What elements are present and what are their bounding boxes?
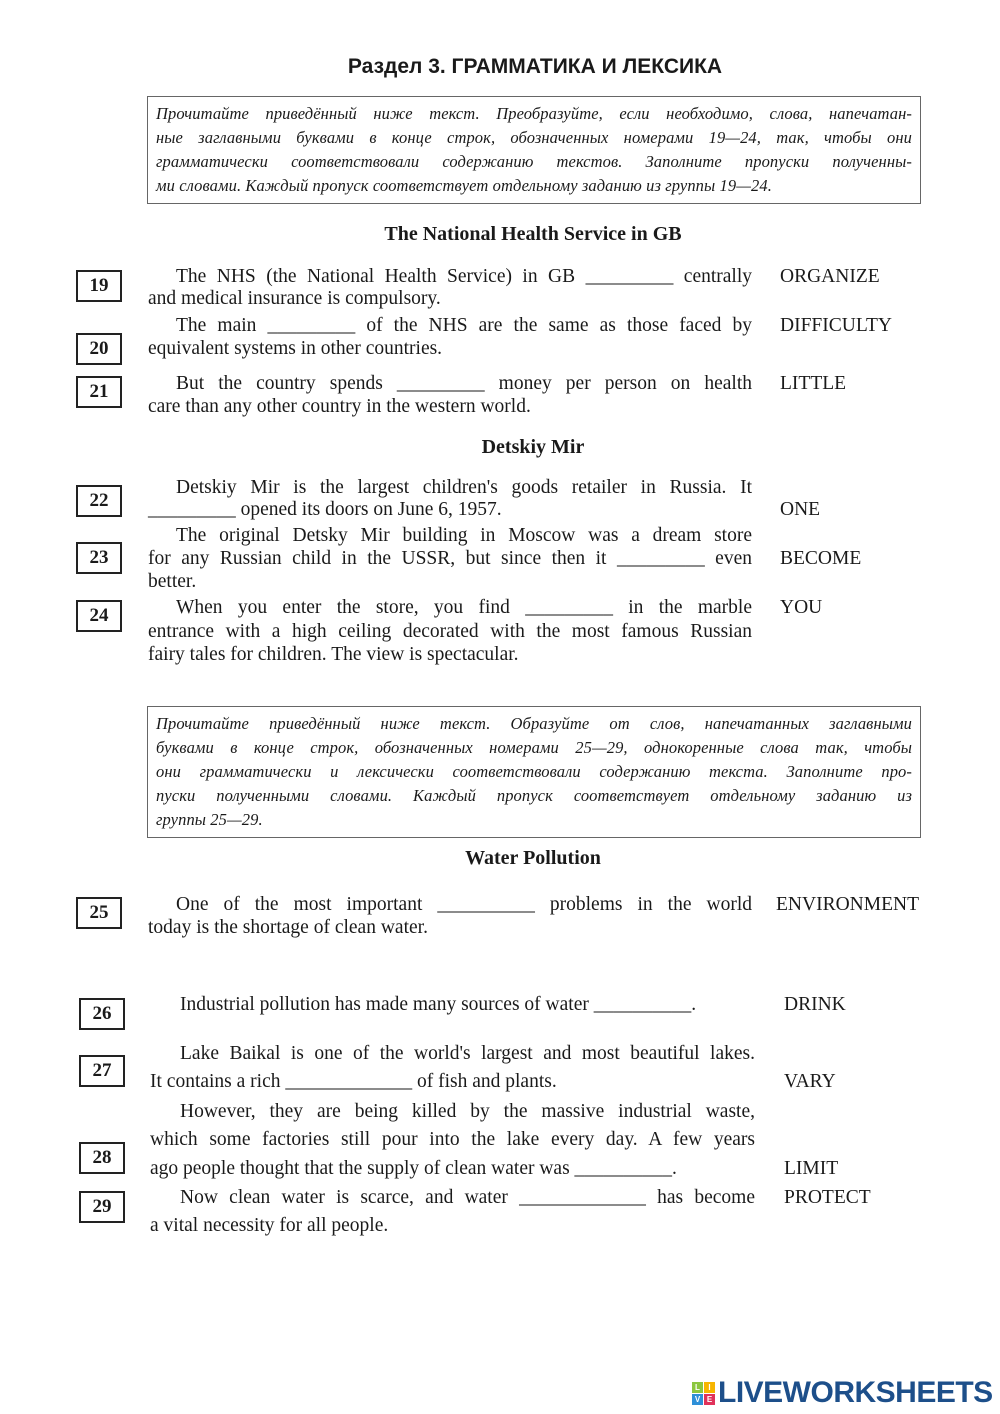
task-number-box: 25 — [76, 897, 122, 929]
section-title: Раздел 3. ГРАММАТИКА И ЛЕКСИКА — [347, 55, 723, 78]
task-text-line: equivalent systems in other countries. — [148, 338, 443, 359]
instruction-box-19-24 — [147, 96, 921, 204]
logo-letter-tile: I — [704, 1382, 715, 1393]
keyword: BECOME — [780, 548, 862, 569]
keyword: ONE — [780, 499, 821, 520]
keyword: LITTLE — [780, 373, 847, 394]
task-text-line: and medical insurance is compulsory. — [148, 288, 441, 309]
task-text-line: Industrial pollution has made many sources of water __________. — [180, 994, 697, 1015]
task-text-line: entrance with a high ceiling decorated with the most famous Russian — [148, 621, 752, 642]
task-text-line: today is the shortage of clean water. — [148, 917, 428, 938]
text-heading-water-pollution: Water Pollution — [465, 847, 601, 869]
instruction-line: буквами в конце строк, обозначенных номерами 25—29, однокоренные слова так, чтобы — [156, 738, 912, 757]
task-text-line: Lake Baikal is one of the world's largest and most beautiful lakes. — [180, 1043, 755, 1064]
keyword: YOU — [780, 597, 823, 618]
task-text-line: Detskiy Mir is the largest children's goods retailer in Russia. It — [176, 477, 752, 498]
task-number-box: 28 — [79, 1142, 125, 1174]
instruction-line: ми словами. Каждый пропуск соответствует отдельному заданию из группы 19—24. — [156, 176, 772, 195]
task-text-line: for any Russian child in the USSR, but since then it _________ even — [148, 548, 752, 569]
task-text-line: _________ opened its doors on June 6, 1957. — [148, 499, 502, 520]
instruction-line: они грамматически и лексически соответствовали содержанию текста. Заполните про- — [156, 762, 912, 781]
instruction-line: Прочитайте приведённый ниже текст. Преобразуйте, если необходимо, слова, напечатан- — [156, 104, 912, 123]
task-number-box: 21 — [76, 376, 122, 408]
logo-letter-tile: L — [692, 1382, 703, 1393]
liveworksheets-logo — [692, 1376, 993, 1410]
task-number-box: 23 — [76, 542, 122, 574]
keyword: ORGANIZE — [780, 266, 880, 287]
task-text-line: Now clean water is scarce, and water _____________ has become — [180, 1187, 755, 1208]
task-number-box: 29 — [79, 1191, 125, 1223]
task-text-line: better. — [148, 571, 197, 592]
instruction-line: ные заглавными буквами в конце строк, обозначенных номерами 19—24, так, чтобы они — [156, 128, 912, 147]
task-text-line: which some factories still pour into the lake every day. A few years — [150, 1129, 755, 1150]
task-number-box: 22 — [76, 485, 122, 517]
task-text-line: It contains a rich _____________ of fish and plants. — [150, 1071, 557, 1092]
keyword: PROTECT — [784, 1187, 871, 1208]
task-text-line: The original Detsky Mir building in Moscow was a dream store — [176, 525, 752, 546]
instruction-line: Прочитайте приведённый ниже текст. Образуйте от слов, напечатанных заглавными — [156, 714, 912, 733]
task-text-line: care than any other country in the western world. — [148, 396, 531, 417]
task-number-box: 20 — [76, 333, 122, 365]
instruction-box-25-29 — [147, 706, 921, 838]
text-heading-detskiy-mir: Detskiy Mir — [481, 436, 585, 458]
keyword: DRINK — [784, 994, 846, 1015]
keyword: LIMIT — [784, 1158, 839, 1179]
keyword: VARY — [784, 1071, 836, 1092]
keyword: DIFFICULTY — [780, 315, 892, 336]
task-number-box: 27 — [79, 1055, 125, 1087]
task-number-box: 24 — [76, 600, 122, 632]
task-text-line: ago people thought that the supply of clean water was __________. — [150, 1158, 677, 1179]
task-text-line: fairy tales for children. The view is spectacular. — [148, 644, 519, 665]
logo-letter-tile: E — [704, 1394, 715, 1405]
keyword: ENVIRONMENT — [776, 894, 919, 915]
task-text-line: a vital necessity for all people. — [150, 1215, 389, 1236]
logo-text: LIVEWORKSHEETS — [718, 1376, 993, 1409]
logo-icon — [692, 1382, 715, 1405]
logo-letter-tile: V — [692, 1394, 703, 1405]
task-text-line: When you enter the store, you find _________ in the marble — [176, 597, 752, 618]
task-text-line: One of the most important __________ problems in the world — [176, 894, 752, 915]
task-text-line: The NHS (the National Health Service) in GB _________ centrally — [176, 266, 752, 287]
instruction-line: пуски полученными словами. Каждый пропуск соответствует отдельному заданию из — [156, 786, 912, 805]
instruction-line: грамматически соответствовали содержанию текстов. Заполните пропуски полученны- — [156, 152, 912, 171]
task-number-box: 26 — [79, 998, 125, 1030]
task-text-line: However, they are being killed by the massive industrial waste, — [180, 1101, 755, 1122]
task-number-box: 19 — [76, 270, 122, 302]
task-text-line: The main _________ of the NHS are the same as those faced by — [176, 315, 752, 336]
text-heading-nhs: The National Health Service in GB — [384, 223, 682, 245]
instruction-line: группы 25—29. — [156, 810, 263, 829]
task-text-line: But the country spends _________ money per person on health — [176, 373, 752, 394]
